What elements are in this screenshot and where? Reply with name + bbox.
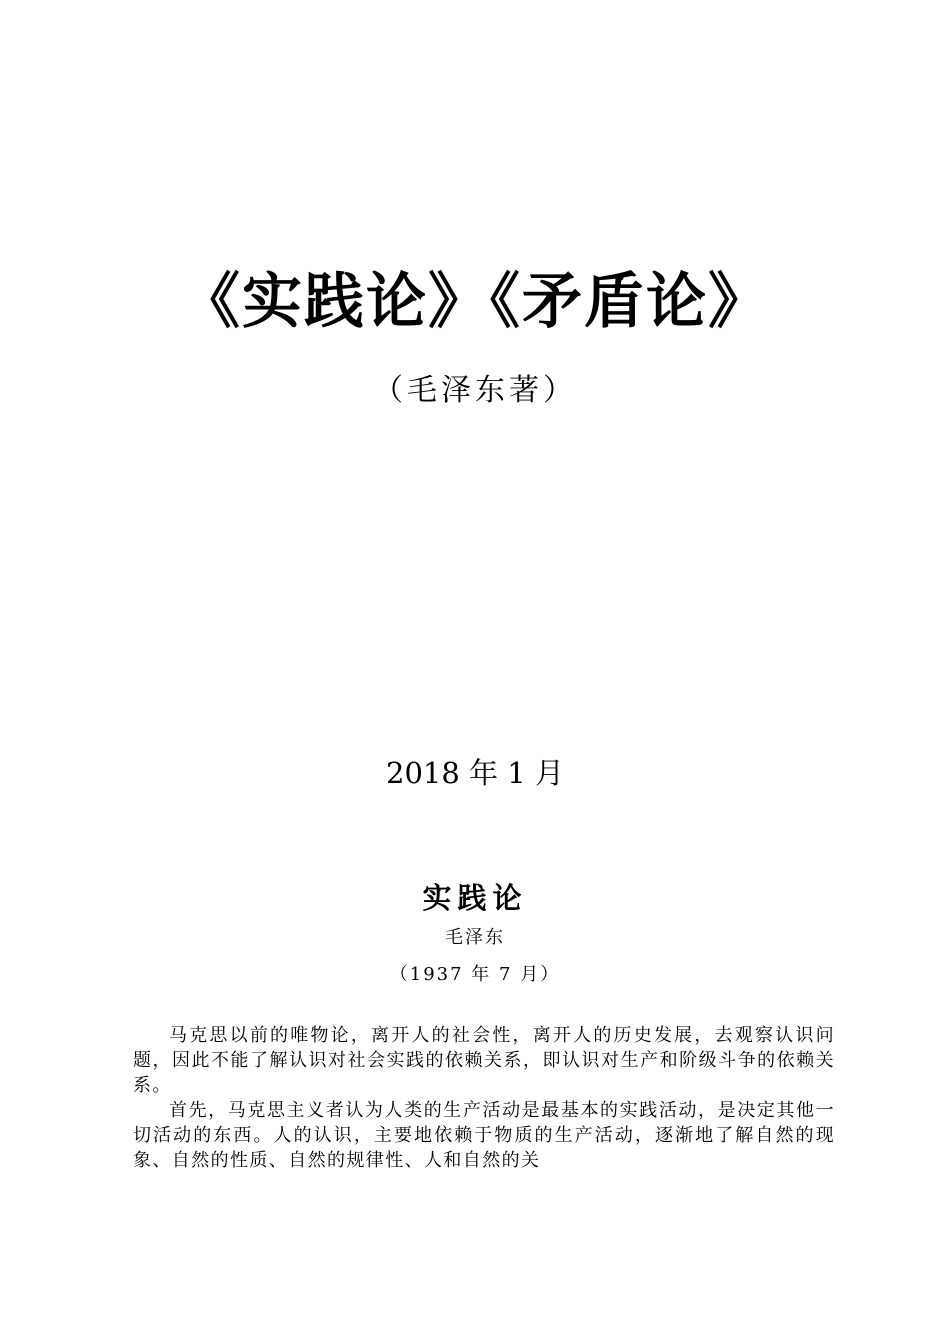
document-title: 《实践论》《矛盾论》 (180, 267, 770, 337)
section-author: 毛泽东 (445, 927, 505, 948)
document-author: （毛泽东著） (373, 373, 577, 408)
section-date: （1937 年 7 月） (389, 964, 561, 985)
paragraph: 首先，马克思主义者认为人类的生产活动是最基本的实践活动，是决定其他一切活动的东西。人的认识，主要地依赖于物质的生产活动，逐渐地了解自然的现象、自然的性质、自然的规律性、人和自然的关 (133, 1100, 835, 1171)
paragraph: 马克思以前的唯物论，离开人的社会性，离开人的历史发展，去观察认识问题，因此不能了解认识对社会实践的依赖关系，即认识对生产和阶级斗争的依赖关系。 (133, 1025, 835, 1096)
body-text (133, 1023, 835, 1173)
document-date: 2018 年 1 月 (386, 756, 564, 790)
section-title: 实践论 (422, 881, 528, 915)
